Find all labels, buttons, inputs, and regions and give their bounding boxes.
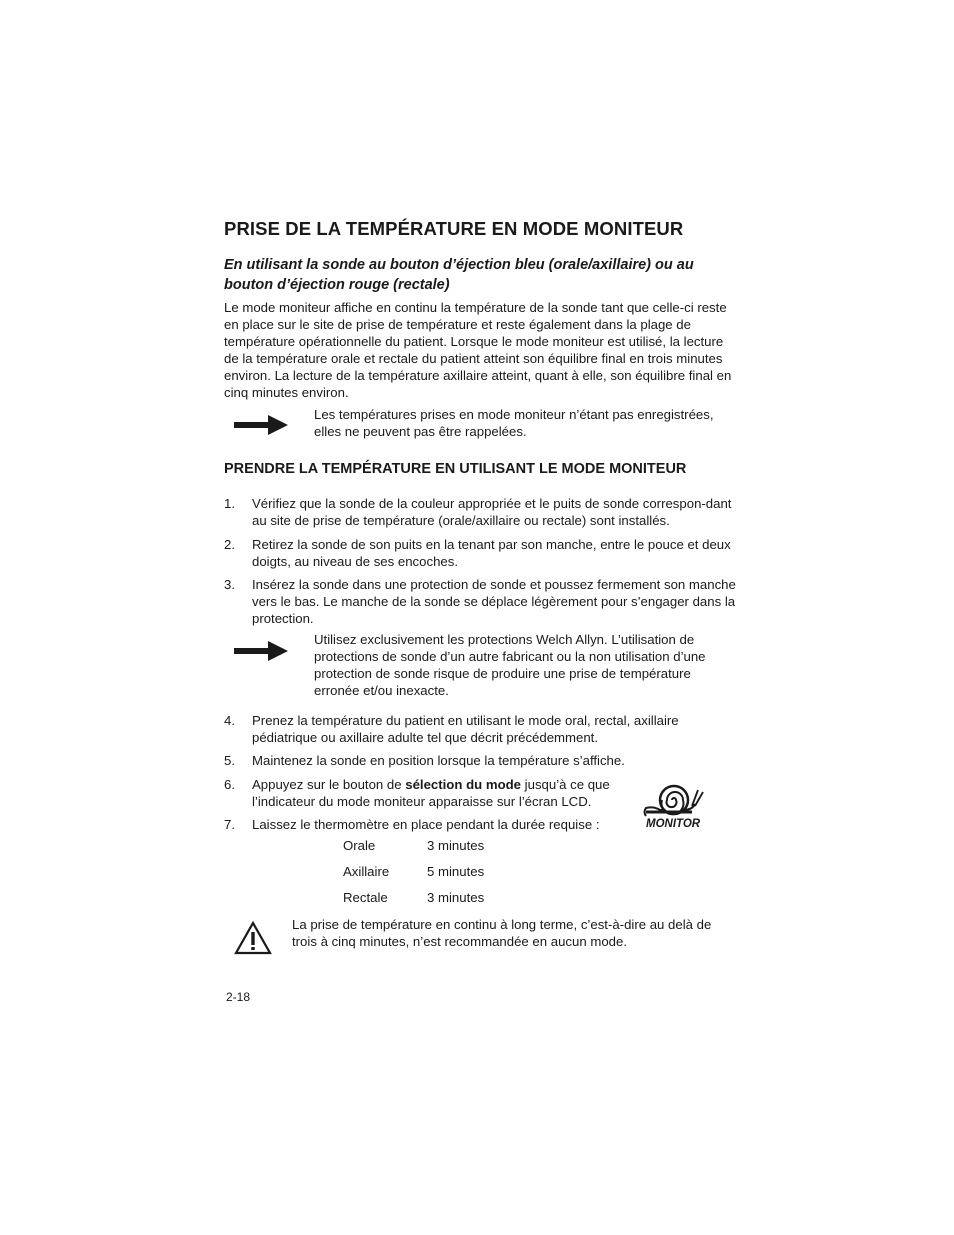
step-number: 6. <box>224 777 235 792</box>
note-welch-allyn: Utilisez exclusivement les protections Welch Allyn. L’utilisation de protections de sonde d’un autre fabricant ou la non utilisation d’une protection de sonde risque de produire une prise de température erronée et/ou inexacte. <box>314 632 706 698</box>
monitor-label: MONITOR <box>646 818 701 830</box>
section-title: PRENDRE LA TEMPÉRATURE EN UTILISANT LE MODE MONITEUR <box>224 461 687 477</box>
page-number: 2-18 <box>226 990 251 1004</box>
step-text: Appuyez sur le bouton de sélection du mode jusqu’à ce que l’indicateur du mode moniteur apparaisse sur l’écran LCD. <box>252 777 610 809</box>
step-text: Prenez la température du patient en utilisant le mode oral, rectal, axillaire pédiatrique ou axillaire adulte tel que décrit précédemment. <box>252 713 679 745</box>
duration-site: Rectale <box>343 890 388 905</box>
intro-paragraph: Le mode moniteur affiche en continu la température de la sonde tant que celle-ci reste en place sur le site de prise de température et reste également dans la plage de température opérationnelle du patient. Lorsque le mode moniteur est utilisé, la lecture de la température orale et rectale du patient atteint son équilibre final en trois minutes environ. La lecture de la température axillaire atteint, quant à elle, son équilibre final en cinq minutes environ. <box>224 300 732 400</box>
duration-site: Orale <box>343 838 376 853</box>
step-text: Retirez la sonde de son puits en la tenant par son manche, entre le pouce et deux doigts, au niveau de ses encoches. <box>252 537 731 569</box>
step-number: 4. <box>224 713 235 728</box>
duration-site: Axillaire <box>343 864 390 879</box>
note-not-stored: Les températures prises en mode moniteur n’étant pas enregistrées, elles ne peuvent pas être rappelées. <box>314 407 714 439</box>
warning-text: La prise de température en continu à long terme, c’est-à-dire au delà de trois à cinq minutes, n’est recommandée en aucun mode. <box>292 917 712 949</box>
step-number: 7. <box>224 817 235 832</box>
step-number: 5. <box>224 753 235 768</box>
duration-time: 3 minutes <box>427 838 485 853</box>
arrow-right-icon <box>232 414 290 436</box>
warning-icon <box>234 920 272 956</box>
mode-select-label: sélection du mode <box>405 777 522 792</box>
step-text: Laissez le thermomètre en place pendant la durée requise : <box>252 817 600 832</box>
step-number: 3. <box>224 577 235 592</box>
duration-time: 5 minutes <box>427 864 485 879</box>
subtitle: En utilisant la sonde au bouton d’éjection bleu (orale/axillaire) ou au bouton d’éjection rouge (rectale) <box>224 257 694 293</box>
arrow-right-icon <box>232 640 290 662</box>
step-number: 2. <box>224 537 235 552</box>
step-number: 1. <box>224 496 235 511</box>
step-text: Insérez la sonde dans une protection de sonde et poussez fermement son manche vers le bas. Le manche de la sonde se déplace légèrement pour s’engager dans la protection. <box>252 577 736 626</box>
page-title: PRISE DE LA TEMPÉRATURE EN MODE MONITEUR <box>224 218 684 239</box>
step-text: Maintenez la sonde en position lorsque la température s’affiche. <box>252 753 625 768</box>
duration-time: 3 minutes <box>427 890 485 905</box>
step-text: Vérifiez que la sonde de la couleur appropriée et le puits de sonde correspon-dant au site de prise de température (orale/axillaire ou rectale) sont installés. <box>252 496 732 528</box>
